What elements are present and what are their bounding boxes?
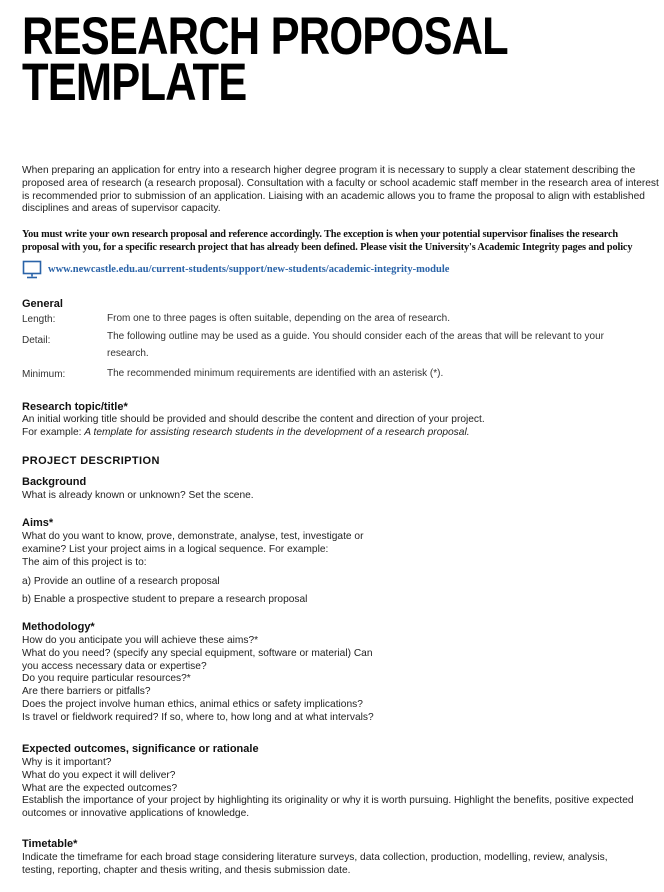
length-label: Length: [22,314,56,325]
detail-value-line: research. [107,348,149,359]
methodology-line: What do you need? (specify any special equipment, software or material) Can [22,647,373,659]
outcomes-line: Why is it important? [22,757,112,768]
length-value [107,310,450,327]
background-line: What is already known or unknown? Set the scene. [22,490,254,501]
methodology-line: Do you require particular resources?* [22,673,191,685]
background-heading: Background [22,476,87,488]
detail-value-line: The following outline may be used as a guide. You should consider each of the areas that will be relevant to your [107,331,604,342]
aims-item-b: b) Enable a prospective student to prepare a research proposal [22,594,308,605]
timetable-line: Indicate the timeframe for each broad stage considering literature surveys, data collection, production, modelling, review, analysis, [22,852,608,863]
outcomes-line: outcomes or innovative applications of knowledge. [22,808,250,820]
aims-line: The aim of this project is to: [22,556,147,568]
timetable-line: testing, reporting, chapter and thesis writing, and thesis submission date. [22,864,351,876]
methodology-line: How do you anticipate you will achieve these aims?* [22,635,259,646]
methodology-line: Is travel or fieldwork required? If so, where to, how long and at what intervals? [22,711,374,723]
academic-integrity-link[interactable]: www.newcastle.edu.au/current-students/support/new-students/academic-integrity-module [48,264,450,275]
length-value-line: From one to three pages is often suitable, depending on the area of research. [107,313,450,324]
methodology-line: Does the project involve human ethics, animal ethics or safety implications? [22,698,363,710]
outcomes-line: What do you expect it will deliver? [22,769,176,781]
aims-item-a: a) Provide an outline of a research proposal [22,576,220,587]
aims-heading: Aims* [22,517,54,529]
background-text [22,490,254,503]
topic-line: An initial working title should be provided and should describe the content and direction of your project. [22,414,485,425]
computer-monitor-icon [22,260,42,280]
topic-example-italic: A template for assisting research students in the development of a research proposal. [84,426,470,438]
timetable-heading: Timetable* [22,838,78,850]
intro-paragraph [22,165,659,216]
notice-line: proposal with you, for a specific research project that has already been defined. Please visit the University's Academic Integrity pages and policy [22,242,633,253]
research-topic-heading: Research topic/title* [22,401,128,413]
methodology-heading: Methodology* [22,621,95,633]
topic-example-prefix: For example: [22,426,85,438]
minimum-value [107,365,443,382]
title-line-2: TEMPLATE [22,53,247,112]
notice-line: You must write your own research proposal and reference accordingly. The exception is when your potential supervisor finalises the research [22,229,619,240]
detail-label: Detail: [22,335,51,346]
topic-example [22,427,485,440]
aims-line: What do you want to know, prove, demonstrate, analyse, test, investigate or [22,531,364,542]
methodology-text [22,635,374,725]
methodology-line: you access necessary data or expertise? [22,660,207,672]
timetable-text [22,852,608,878]
detail-value [107,328,604,362]
project-description-heading: PROJECT DESCRIPTION [22,455,160,467]
aims-line: examine? List your project aims in a logical sequence. For example: [22,543,329,555]
minimum-label: Minimum: [22,369,66,380]
title-line-1: RESEARCH PROPOSAL [22,7,508,66]
outcomes-line: Establish the importance of your project by highlighting its originality or why it is worth pursuing. Highlight the benefits, positive expected [22,795,634,807]
general-heading: General [22,298,63,310]
aims-text [22,531,363,569]
integrity-notice [22,228,632,254]
outcomes-heading: Expected outcomes, significance or rationale [22,743,259,755]
outcomes-line: What are the expected outcomes? [22,782,178,794]
page-title [22,7,508,112]
intro-line: proposed area of research (a research proposal). Consultation with a faculty or school academic staff member in the research area of interest [22,177,659,189]
methodology-line: Are there barriers or pitfalls? [22,686,151,698]
minimum-value-line: The recommended minimum requirements are identified with an asterisk (*). [107,368,444,379]
intro-line: is recommended prior to submission of an application. Liaising with an academic allows you to frame the proposal to align with established [22,190,645,202]
research-topic-text [22,414,485,440]
outcomes-text [22,757,634,821]
intro-line: disciplines and areas of supervisor capacity. [22,203,221,215]
intro-line: When preparing an application for entry into a research higher degree program it is necessary to supply a clear statement describing the [22,165,636,176]
